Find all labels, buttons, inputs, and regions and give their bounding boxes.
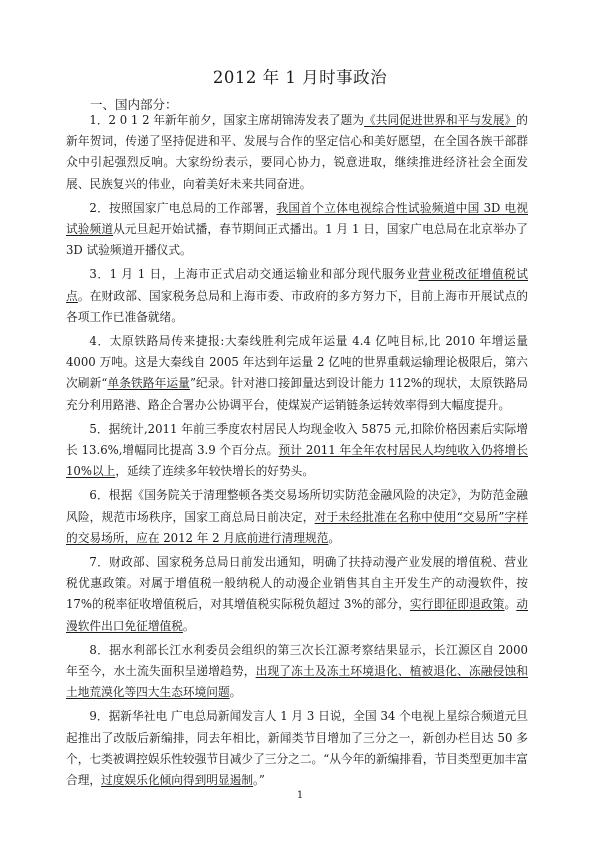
news-item-4 — [66, 331, 528, 416]
paragraph-text: 从元旦起开始试播，春节期间正式播出。1 月 1 日，国家广电总局在北京举办了 3D 试验频道开播仪式。 — [66, 222, 528, 258]
underlined-text: 过度娱乐化倾向得到明显遏制 — [101, 773, 254, 788]
news-item-5 — [66, 419, 528, 483]
news-item-1 — [66, 110, 528, 195]
paragraph-text: 7．财政部、国家税务总局日前发出通知，明确了扶持动漫产业发展的增值税、营业税优惠政策。对属于增值税一般纳税人的动漫企业销售其自主开发生产的动漫软件，按 17%的税率征收增值税后，对其增值税实际税负超过 3%的部分， — [66, 555, 528, 612]
page-title: 2012 年 1 月时事政治 — [212, 68, 388, 87]
news-item-6 — [66, 485, 528, 549]
paragraph-text: 。在财政部、国家税务总局和上海市委、市政府的多方努力下，目前上海市开展试点的各项工作已准备就绪。 — [66, 288, 528, 324]
news-item-2 — [66, 198, 528, 262]
page-number: 1 — [296, 790, 304, 801]
paragraph-text: 9．据新华社电 广电总局新闻发言人 1 月 3 日说，全国 34 个电视上星综合频道元旦起推出了改版后新编排，同去年相比，新闻类节目增加了三分之一，新创办栏目达 50 多个，七类被调控娱乐性较强节目减少了三分之二。“从今年的新编排看，节目类型更加丰富合理， — [66, 709, 528, 788]
paragraph-text: 3．1 月 1 日，上海市正式启动交通运输业和部分现代服务业 — [89, 267, 419, 282]
news-item-9 — [66, 706, 528, 791]
paragraph-text: ”纪录。针对港口接卸量达到设计能力 112%的现状，太原铁路局充分利用路港、路企合署办公协调平台，使煤炭产运销链条运转效率得到大幅度提升。 — [66, 376, 528, 412]
paragraph-text: 4．太原铁路局传来捷报:大秦线胜利完成年运量 4.4 亿吨目标,比 2010 年增运量 4000 万吨。这是大秦线自 2005 年达到年运量 2 亿吨的世界重载运输理论极限后，第六次刷新“ — [66, 334, 528, 391]
paragraph-text: 1．2 0 1 2 年新年前夕，国家主席胡锦涛发表了题为 — [89, 113, 365, 127]
underlined-text: 《共同促进世界和平与发展》 — [364, 113, 517, 127]
news-item-8 — [66, 640, 528, 704]
underlined-text: 预计 2011 年全年农村居民人均纯收入仍将增长 10%以上 — [66, 443, 528, 479]
paragraph-text: 8．据水利部长江水利委员会组织的第三次长江源考察结果显示，长江源区自 2000 年至今，水土流失面积呈递增趋势， — [66, 642, 528, 679]
paragraph-text: 。 — [504, 597, 517, 612]
paragraph-text: 。 — [328, 530, 341, 545]
section-heading: 一、国内部分： — [90, 97, 178, 112]
underlined-text: 我国首个立体电视综合性试验频道中国 3D 电视试验频道 — [66, 200, 528, 237]
paragraph-text: 。 — [229, 685, 242, 700]
underlined-text: 动漫软件出口免征增值税 — [66, 597, 528, 633]
paragraph-text: ，延续了连续多年较快增长的好势头。 — [115, 464, 315, 479]
news-item-3 — [66, 264, 528, 328]
paragraph-text: 5．据统计,2011 年前三季度农村居民人均现金收入 5875 元,扣除价格因素后实际增长 13.6%,增幅同比提高 3.9 个百分点。 — [66, 421, 528, 458]
underlined-text: 对于未经批准在名称中使用“交易所”字样的交易场所，应在 2012 年 2 月底前进行清理规范 — [66, 509, 528, 545]
underlined-text: 营业税改征增值税试点 — [66, 267, 528, 303]
article-body — [66, 110, 528, 794]
paragraph-text: 。 — [182, 618, 195, 633]
paragraph-text: 6．根据《国务院关于清理整顿各类交易场所切实防范金融风险的决定》，为防范金融风险，规范市场秩序，国家工商总局日前决定， — [66, 488, 528, 524]
underlined-text: 实行即征即退政策 — [409, 597, 505, 612]
news-item-7 — [66, 552, 528, 637]
paragraph-text: 的新年贺词，传递了坚持促进和平、发展与合作的坚定信心和美好愿望，在全国各族干部群众中引起强烈反响。大家纷纷表示，要同心协力，锐意进取，继续推进经济社会全面发展、民族复兴的伟业，向着美好未来共同奋进。 — [66, 113, 528, 191]
underlined-text: 单条铁路年运量 — [107, 376, 190, 391]
paragraph-text: 。” — [253, 773, 265, 788]
paragraph-text: 2．按照国家广电总局的工作部署， — [89, 200, 277, 215]
underlined-text: 出现了冻土及冻土环境退化、植被退化、冻融侵蚀和土地荒漠化等四大生态环境问题 — [66, 664, 528, 700]
